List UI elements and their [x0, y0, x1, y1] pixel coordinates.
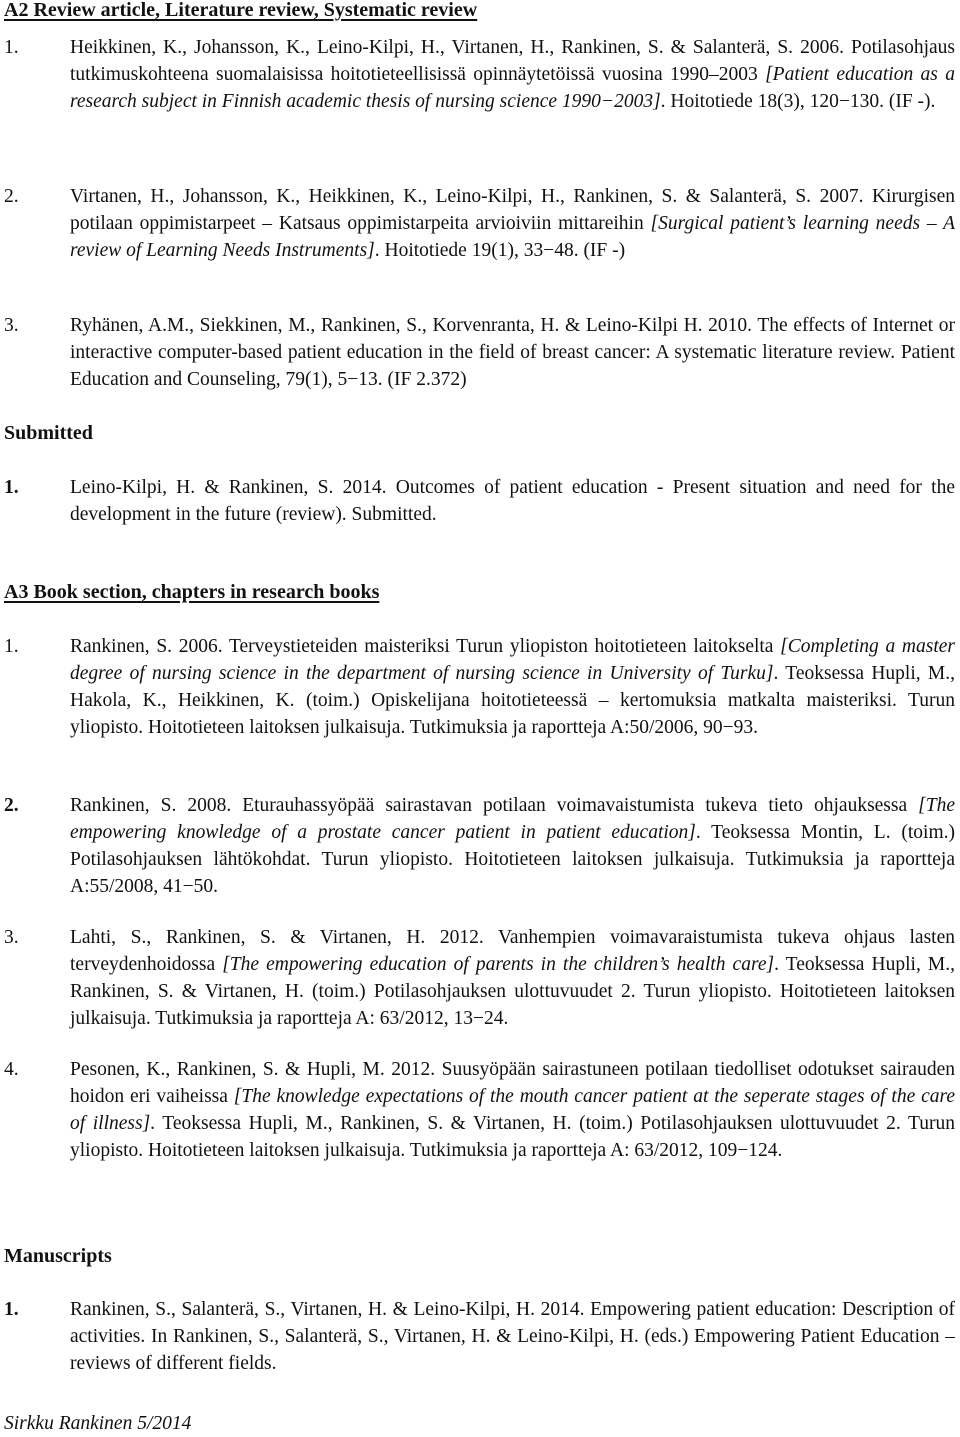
- entry-number: 3.: [4, 315, 19, 336]
- reference-entry: [4, 1296, 955, 1377]
- entry-number: 1.: [4, 477, 19, 498]
- entry-number: 2.: [4, 186, 19, 207]
- entry-number: 4.: [4, 1059, 19, 1080]
- entry-number: 1.: [4, 37, 19, 58]
- reference-entry: [4, 792, 955, 900]
- entry-number: 1.: [4, 1299, 19, 1320]
- entry-number: 2.: [4, 795, 19, 816]
- entry-text: Rankinen, S. 2008. Eturauhassyöpää sairastavan potilaan voimavaistumista tukeva tieto ohjauksessa [The empowering knowledge of a prostate cancer patient in patient education]. Teoksessa Montin, L. (toim.) Potilasohjauksen lähtökohdat. Turun yliopisto. Hoitotieteen laitoksen julkaisuja. Tutkimuksia ja raportteja A:55/2008, 41−50.: [70, 795, 955, 897]
- reference-entry: [4, 34, 955, 115]
- entry-text: Virtanen, H., Johansson, K., Heikkinen, K., Leino-Kilpi, H., Rankinen, S. & Salanterä, S. 2007. Kirurgisen potilaan oppimistarpeet – Katsaus oppimistarpeita arvioiviin mittareihin [Surgical patient’s learning needs – A review of Learning Needs Instruments]. Hoitotiede 19(1), 33−48. (IF -): [70, 186, 955, 261]
- reference-entry: [4, 474, 955, 528]
- page-footer: Sirkku Rankinen 5/2014: [4, 1413, 192, 1434]
- reference-entry: [4, 633, 955, 741]
- entry-text: Pesonen, K., Rankinen, S. & Hupli, M. 2012. Suusyöpään sairastuneen potilaan tiedolliset odotukset sairauden hoidon eri vaiheissa [The knowledge expectations of the mouth cancer patient at the seperate stages of the care of illness]. Teoksessa Hupli, M., Rankinen, S. & Virtanen, H. (toim.) Potilasohjauksen ulottuvuudet 2. Turun yliopisto. Hoitotieteen laitoksen julkaisuja. Tutkimuksia ja raportteja A: 63/2012, 109−124.: [70, 1059, 956, 1161]
- document-page: [4, 0, 955, 1433]
- entry-number: 1.: [4, 636, 19, 657]
- entry-text: Heikkinen, K., Johansson, K., Leino-Kilpi, H., Virtanen, H., Rankinen, S. & Salanterä, S. 2006. Potilasohjaus tutkimuskohteena suomalaisissa hoitotieteellisissä opinnäytetöissä vuosina 1990–2003 [Patient education as a research subject in Finnish academic thesis of nursing science 1990−2003]. Hoitotiede 18(3), 120−130. (IF -).: [70, 37, 955, 112]
- section-heading-a3: A3 Book section, chapters in research books: [4, 581, 380, 603]
- section-heading-a2: A2 Review article, Literature review, Systematic review: [4, 0, 478, 21]
- entry-text: Rankinen, S., Salanterä, S., Virtanen, H. & Leino-Kilpi, H. 2014. Empowering patient education: Description of activities. In Rankinen, S., Salanterä, S., Virtanen, H. & Leino-Kilpi, H. (eds.) Empowering Patient Education – reviews of different fields.: [70, 1299, 955, 1374]
- entry-text: Ryhänen, A.M., Siekkinen, M., Rankinen, S., Korvenranta, H. & Leino-Kilpi H. 2010. The effects of Internet or interactive computer-based patient education in the field of breast cancer: A systematic literature review. Patient Education and Counseling, 79(1), 5−13. (IF 2.372): [70, 315, 955, 390]
- section-heading-submitted: Submitted: [4, 422, 93, 444]
- reference-entry: [4, 1056, 955, 1164]
- entry-text: Leino-Kilpi, H. & Rankinen, S. 2014. Outcomes of patient education - Present situation and need for the development in the future (review). Submitted.: [70, 477, 955, 525]
- entry-number: 3.: [4, 927, 19, 948]
- reference-entry: [4, 183, 955, 264]
- reference-entry: [4, 924, 955, 1032]
- reference-entry: [4, 312, 955, 393]
- entry-text: Lahti, S., Rankinen, S. & Virtanen, H. 2012. Vanhempien voimavaraistumista tukeva ohjaus lasten terveydenhoidossa [The empowering education of parents in the children’s health care]. Teoksessa Hupli, M., Rankinen, S. & Virtanen, H. (toim.) Potilasohjauksen ulottuvuudet 2. Turun yliopisto. Hoitotieteen laitoksen julkaisuja. Tutkimuksia ja raportteja A: 63/2012, 13−24.: [70, 927, 955, 1029]
- section-heading-manuscripts: Manuscripts: [4, 1245, 112, 1267]
- entry-text: Rankinen, S. 2006. Terveystieteiden maisteriksi Turun yliopiston hoitotieteen laitokselta [Completing a master degree of nursing science in the department of nursing science in University of Turku]. Teoksessa Hupli, M., Hakola, K., Heikkinen, K. (toim.) Opiskelijana hoitotieteessä – kertomuksia matkalta maisteriksi. Turun yliopisto. Hoitotieteen laitoksen julkaisuja. Tutkimuksia ja raportteja A:50/2006, 90−93.: [70, 636, 955, 738]
